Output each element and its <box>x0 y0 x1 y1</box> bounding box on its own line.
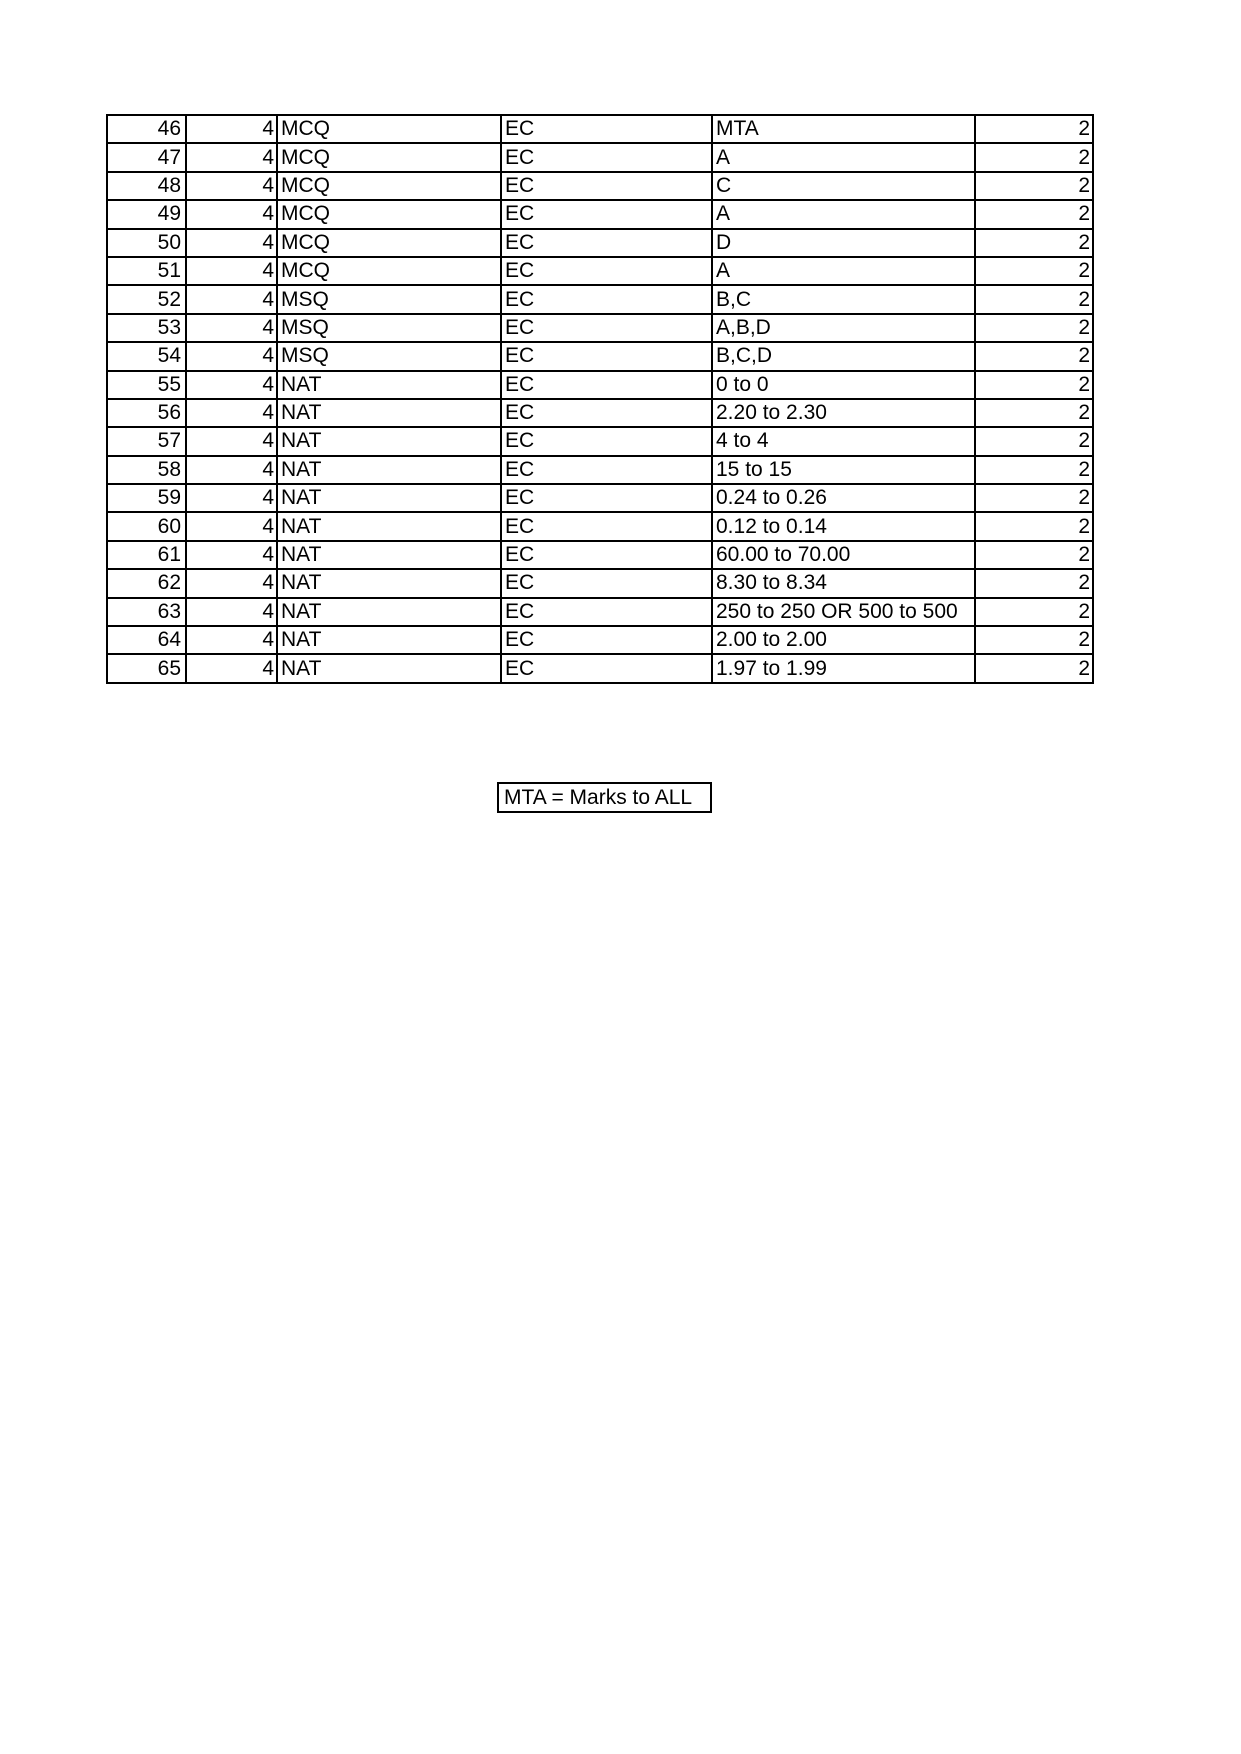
marks-cell: 2 <box>975 598 1093 626</box>
marks-cell: 2 <box>975 115 1093 143</box>
question-number-cell: 62 <box>107 569 186 597</box>
table-row <box>107 484 1093 512</box>
section-cell: EC <box>501 371 712 399</box>
marks-cell: 2 <box>975 569 1093 597</box>
section-cell: EC <box>501 484 712 512</box>
table-row <box>107 654 1093 682</box>
section-cell: EC <box>501 541 712 569</box>
table-row <box>107 172 1093 200</box>
question-type-cell: MCQ <box>277 115 501 143</box>
table-row <box>107 456 1093 484</box>
question-number-cell: 59 <box>107 484 186 512</box>
section-cell: EC <box>501 342 712 370</box>
section-cell: EC <box>501 172 712 200</box>
section-cell: EC <box>501 427 712 455</box>
answer-key-cell: 0 to 0 <box>712 371 975 399</box>
marks-cell: 2 <box>975 200 1093 228</box>
session-cell: 4 <box>186 143 277 171</box>
session-cell: 4 <box>186 626 277 654</box>
answer-key-cell: 2.20 to 2.30 <box>712 399 975 427</box>
table-row <box>107 371 1093 399</box>
question-type-cell: NAT <box>277 626 501 654</box>
table-row <box>107 598 1093 626</box>
answer-key-table <box>106 114 1094 684</box>
marks-cell: 2 <box>975 484 1093 512</box>
answer-key-cell: B,C <box>712 285 975 313</box>
question-type-cell: MCQ <box>277 200 501 228</box>
answer-key-cell: A <box>712 143 975 171</box>
question-type-cell: NAT <box>277 371 501 399</box>
section-cell: EC <box>501 285 712 313</box>
table-row <box>107 399 1093 427</box>
marks-cell: 2 <box>975 654 1093 682</box>
answer-key-cell: 15 to 15 <box>712 456 975 484</box>
answer-key-cell: A <box>712 200 975 228</box>
section-cell: EC <box>501 598 712 626</box>
question-number-cell: 52 <box>107 285 186 313</box>
question-type-cell: MCQ <box>277 143 501 171</box>
marks-cell: 2 <box>975 285 1093 313</box>
section-cell: EC <box>501 399 712 427</box>
session-cell: 4 <box>186 200 277 228</box>
marks-cell: 2 <box>975 512 1093 540</box>
question-number-cell: 57 <box>107 427 186 455</box>
table-row <box>107 541 1093 569</box>
question-number-cell: 63 <box>107 598 186 626</box>
marks-cell: 2 <box>975 314 1093 342</box>
answer-key-cell: MTA <box>712 115 975 143</box>
table-row <box>107 569 1093 597</box>
question-number-cell: 49 <box>107 200 186 228</box>
session-cell: 4 <box>186 427 277 455</box>
answer-key-rows <box>107 115 1093 683</box>
question-number-cell: 56 <box>107 399 186 427</box>
question-number-cell: 46 <box>107 115 186 143</box>
session-cell: 4 <box>186 654 277 682</box>
table-row <box>107 200 1093 228</box>
question-number-cell: 47 <box>107 143 186 171</box>
question-type-cell: MCQ <box>277 257 501 285</box>
answer-key-cell: 1.97 to 1.99 <box>712 654 975 682</box>
question-number-cell: 50 <box>107 229 186 257</box>
question-type-cell: NAT <box>277 598 501 626</box>
session-cell: 4 <box>186 229 277 257</box>
answer-key-cell: 8.30 to 8.34 <box>712 569 975 597</box>
section-cell: EC <box>501 512 712 540</box>
table-row <box>107 229 1093 257</box>
table-row <box>107 257 1093 285</box>
question-type-cell: NAT <box>277 456 501 484</box>
section-cell: EC <box>501 200 712 228</box>
answer-key-cell: C <box>712 172 975 200</box>
answer-key-cell: 4 to 4 <box>712 427 975 455</box>
answer-key-cell: D <box>712 229 975 257</box>
marks-cell: 2 <box>975 626 1093 654</box>
question-number-cell: 55 <box>107 371 186 399</box>
section-cell: EC <box>501 626 712 654</box>
section-cell: EC <box>501 654 712 682</box>
session-cell: 4 <box>186 342 277 370</box>
marks-cell: 2 <box>975 541 1093 569</box>
question-type-cell: NAT <box>277 654 501 682</box>
session-cell: 4 <box>186 399 277 427</box>
question-number-cell: 51 <box>107 257 186 285</box>
table-row <box>107 285 1093 313</box>
question-type-cell: MCQ <box>277 172 501 200</box>
question-type-cell: NAT <box>277 484 501 512</box>
section-cell: EC <box>501 229 712 257</box>
question-type-cell: MSQ <box>277 342 501 370</box>
marks-cell: 2 <box>975 229 1093 257</box>
session-cell: 4 <box>186 115 277 143</box>
answer-key-cell: 0.12 to 0.14 <box>712 512 975 540</box>
table-row <box>107 143 1093 171</box>
table-row <box>107 314 1093 342</box>
question-number-cell: 60 <box>107 512 186 540</box>
answer-key-cell: 2.00 to 2.00 <box>712 626 975 654</box>
question-type-cell: NAT <box>277 541 501 569</box>
marks-cell: 2 <box>975 427 1093 455</box>
answer-key-cell: B,C,D <box>712 342 975 370</box>
session-cell: 4 <box>186 569 277 597</box>
session-cell: 4 <box>186 456 277 484</box>
section-cell: EC <box>501 143 712 171</box>
question-type-cell: NAT <box>277 427 501 455</box>
section-cell: EC <box>501 115 712 143</box>
answer-key-cell: A,B,D <box>712 314 975 342</box>
question-number-cell: 58 <box>107 456 186 484</box>
session-cell: 4 <box>186 257 277 285</box>
table-row <box>107 512 1093 540</box>
question-type-cell: NAT <box>277 512 501 540</box>
marks-cell: 2 <box>975 399 1093 427</box>
session-cell: 4 <box>186 512 277 540</box>
section-cell: EC <box>501 314 712 342</box>
section-cell: EC <box>501 569 712 597</box>
table-row <box>107 427 1093 455</box>
question-type-cell: NAT <box>277 399 501 427</box>
answer-key-cell: 0.24 to 0.26 <box>712 484 975 512</box>
question-type-cell: MSQ <box>277 285 501 313</box>
section-cell: EC <box>501 456 712 484</box>
marks-cell: 2 <box>975 143 1093 171</box>
session-cell: 4 <box>186 598 277 626</box>
marks-cell: 2 <box>975 257 1093 285</box>
session-cell: 4 <box>186 371 277 399</box>
table-row <box>107 115 1093 143</box>
marks-cell: 2 <box>975 371 1093 399</box>
question-number-cell: 48 <box>107 172 186 200</box>
question-number-cell: 61 <box>107 541 186 569</box>
marks-cell: 2 <box>975 342 1093 370</box>
question-type-cell: NAT <box>277 569 501 597</box>
marks-cell: 2 <box>975 456 1093 484</box>
question-number-cell: 53 <box>107 314 186 342</box>
session-cell: 4 <box>186 172 277 200</box>
session-cell: 4 <box>186 484 277 512</box>
table-row <box>107 626 1093 654</box>
question-number-cell: 54 <box>107 342 186 370</box>
answer-key-cell: 60.00 to 70.00 <box>712 541 975 569</box>
answer-key-cell: A <box>712 257 975 285</box>
session-cell: 4 <box>186 314 277 342</box>
answer-key-cell: 250 to 250 OR 500 to 500 <box>712 598 975 626</box>
table-row <box>107 342 1093 370</box>
question-type-cell: MSQ <box>277 314 501 342</box>
mta-legend: MTA = Marks to ALL <box>497 782 712 813</box>
question-number-cell: 65 <box>107 654 186 682</box>
session-cell: 4 <box>186 285 277 313</box>
question-number-cell: 64 <box>107 626 186 654</box>
session-cell: 4 <box>186 541 277 569</box>
marks-cell: 2 <box>975 172 1093 200</box>
question-type-cell: MCQ <box>277 229 501 257</box>
section-cell: EC <box>501 257 712 285</box>
